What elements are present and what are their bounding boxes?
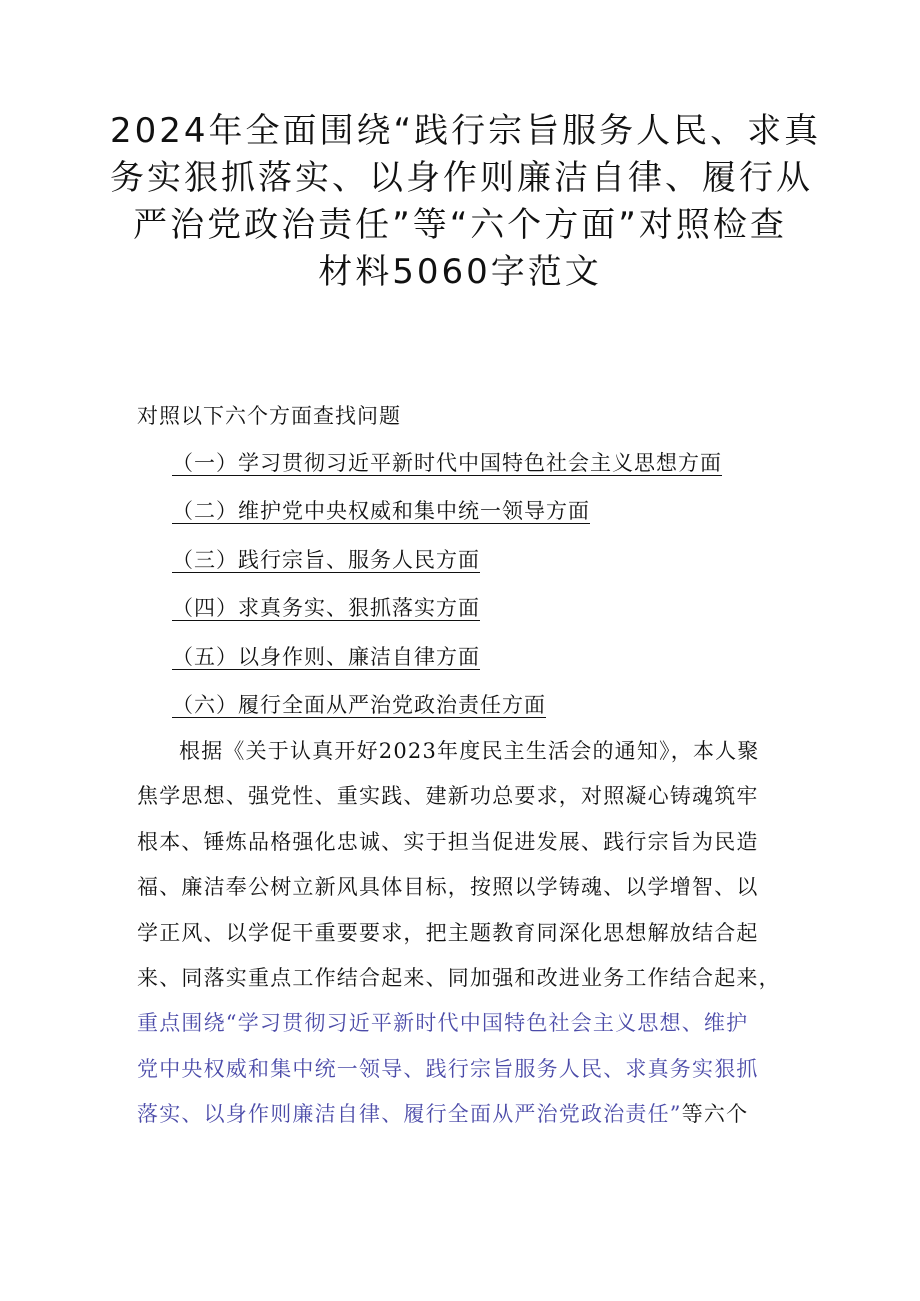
document-title [110,108,822,296]
title-line: 材料5060字范文 [318,252,602,292]
aspect-item-text: （三）践行宗旨、服务人民方面 [172,547,480,572]
highlight-text: 落实、以身作则廉洁自律、履行全面从严治党政治责任” [137,1102,682,1127]
paragraph-line: 根据《关于认真开好2023年度民主生活会的通知》，本人聚 [179,739,760,763]
aspect-item-text: （六）履行全面从严治党政治责任方面 [172,692,546,717]
paragraph-line: 学正风、以学促干重要要求，把主题教育同深化思想解放结合起 [137,920,759,945]
aspect-item-text: （五）以身作则、廉洁自律方面 [172,644,480,669]
highlight-line: 重点围绕“学习贯彻习近平新时代中国特色社会主义思想、维护 [137,1011,749,1036]
intro-heading: 对照以下六个方面查找问题 [137,404,401,428]
paragraph-line: 根本、锤炼品格强化忠诚、实于担当促进发展、践行宗旨为民造 [137,829,759,854]
aspect-item [172,449,722,497]
paragraph-line: 焦学思想、强党性、重实践、建新功总要求，对照凝心铸魂筑牢 [137,784,759,809]
paragraph-line: 福、廉洁奉公树立新风具体目标，按照以学铸魂、以学增智、以 [137,875,759,900]
title-line: 务实狠抓落实、以身作则廉洁自律、履行从 [110,158,813,198]
highlight-line: 党中央权威和集中统一领导、践行宗旨服务人民、求真务实狠抓 [137,1056,759,1081]
title-line: 2024年全面围绕“践行宗旨服务人民、求真 [110,111,822,151]
aspect-list [172,449,722,739]
trailing-text: 等六个 [681,1102,749,1127]
aspect-item [172,546,722,594]
aspect-item [172,643,722,691]
body-paragraph [137,737,797,1146]
aspect-item [172,497,722,545]
aspect-item-text: （二）维护党中央权威和集中统一领导方面 [172,499,590,524]
aspect-item [172,594,722,642]
title-line: 严治党政治责任”等“六个方面”对照检查 [133,205,787,245]
aspect-item-text: （一）学习贯彻习近平新时代中国特色社会主义思想方面 [172,451,722,475]
highlight-line-last [137,1100,797,1145]
paragraph-line: 来、同落实重点工作结合起来、同加强和改进业务工作结合起来， [137,965,781,990]
aspect-item-text: （四）求真务实、狠抓落实方面 [172,596,480,621]
aspect-item [172,691,722,739]
